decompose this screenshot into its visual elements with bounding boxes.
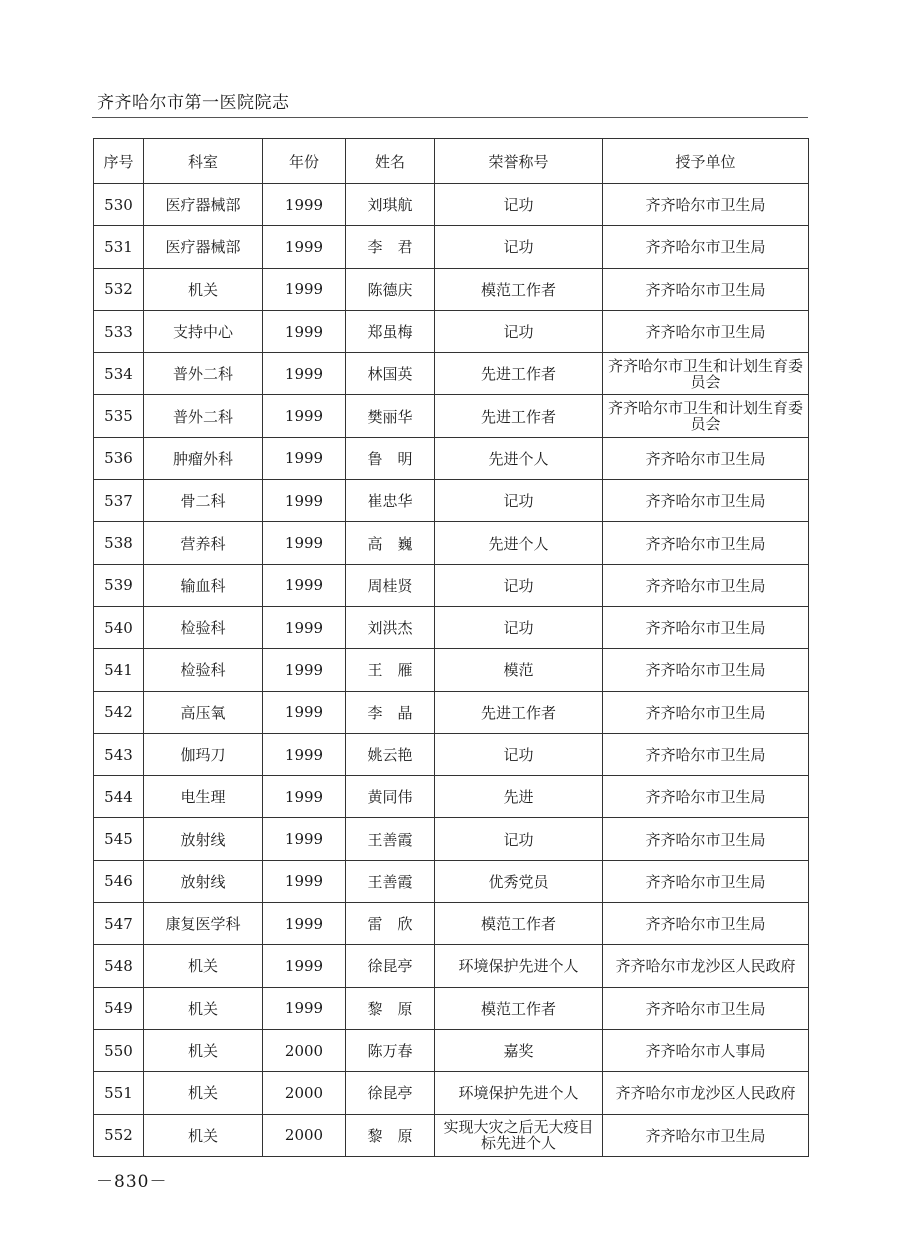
cell-year: 1999 — [263, 606, 346, 648]
cell-department: 检验科 — [144, 649, 263, 691]
cell-awarding-unit: 齐齐哈尔市卫生和计划生育委员会 — [603, 353, 809, 395]
cell-index: 544 — [94, 776, 144, 818]
cell-department: 支持中心 — [144, 310, 263, 352]
cell-honor-title: 记功 — [435, 310, 603, 352]
table-row — [94, 226, 809, 268]
cell-name: 李 君 — [346, 226, 435, 268]
cell-awarding-unit: 齐齐哈尔市卫生局 — [603, 480, 809, 522]
cell-year: 1999 — [263, 395, 346, 437]
cell-index: 536 — [94, 437, 144, 479]
cell-department: 机关 — [144, 1072, 263, 1114]
table-row — [94, 522, 809, 564]
cell-name: 李 晶 — [346, 691, 435, 733]
cell-name: 陈万春 — [346, 1029, 435, 1071]
table-row — [94, 606, 809, 648]
table-row — [94, 184, 809, 226]
column-header-department: 科室 — [144, 139, 263, 184]
cell-department: 医疗器械部 — [144, 184, 263, 226]
table-row — [94, 987, 809, 1029]
cell-department: 高压氧 — [144, 691, 263, 733]
table-row — [94, 1072, 809, 1114]
cell-awarding-unit: 齐齐哈尔市卫生和计划生育委员会 — [603, 395, 809, 437]
cell-name: 黎 原 — [346, 1114, 435, 1156]
cell-awarding-unit: 齐齐哈尔市卫生局 — [603, 903, 809, 945]
cell-awarding-unit: 齐齐哈尔市卫生局 — [603, 860, 809, 902]
cell-honor-title: 嘉奖 — [435, 1029, 603, 1071]
cell-year: 1999 — [263, 226, 346, 268]
cell-index: 531 — [94, 226, 144, 268]
table-row — [94, 1029, 809, 1071]
page-number: －830－ — [96, 1172, 168, 1192]
cell-year: 1999 — [263, 776, 346, 818]
cell-honor-title: 优秀党员 — [435, 860, 603, 902]
cell-awarding-unit: 齐齐哈尔市卫生局 — [603, 437, 809, 479]
cell-name: 雷 欣 — [346, 903, 435, 945]
cell-awarding-unit: 齐齐哈尔市卫生局 — [603, 268, 809, 310]
cell-index: 535 — [94, 395, 144, 437]
cell-name: 周桂贤 — [346, 564, 435, 606]
cell-honor-title: 记功 — [435, 606, 603, 648]
cell-index: 530 — [94, 184, 144, 226]
table-row — [94, 945, 809, 987]
cell-name: 林国英 — [346, 353, 435, 395]
cell-year: 1999 — [263, 649, 346, 691]
table-row — [94, 480, 809, 522]
cell-name: 陈德庆 — [346, 268, 435, 310]
cell-department: 电生理 — [144, 776, 263, 818]
cell-department: 骨二科 — [144, 480, 263, 522]
table-body — [94, 184, 809, 1157]
cell-honor-title: 记功 — [435, 226, 603, 268]
cell-honor-title: 记功 — [435, 564, 603, 606]
cell-index: 532 — [94, 268, 144, 310]
cell-department: 普外二科 — [144, 353, 263, 395]
cell-department: 康复医学科 — [144, 903, 263, 945]
cell-year: 2000 — [263, 1114, 346, 1156]
cell-honor-title: 记功 — [435, 733, 603, 775]
honors-table — [93, 138, 809, 1157]
cell-honor-title: 环境保护先进个人 — [435, 1072, 603, 1114]
cell-name: 高 巍 — [346, 522, 435, 564]
cell-year: 1999 — [263, 437, 346, 479]
cell-honor-title: 记功 — [435, 818, 603, 860]
cell-index: 542 — [94, 691, 144, 733]
table-row — [94, 903, 809, 945]
header-title: 齐齐哈尔市第一医院院志 — [97, 93, 290, 113]
cell-awarding-unit: 齐齐哈尔市卫生局 — [603, 776, 809, 818]
table-row — [94, 818, 809, 860]
cell-index: 552 — [94, 1114, 144, 1156]
cell-index: 539 — [94, 564, 144, 606]
cell-honor-title: 模范工作者 — [435, 987, 603, 1029]
cell-index: 546 — [94, 860, 144, 902]
cell-index: 547 — [94, 903, 144, 945]
table-header-row — [94, 139, 809, 184]
cell-department: 放射线 — [144, 860, 263, 902]
table-row — [94, 564, 809, 606]
cell-name: 樊丽华 — [346, 395, 435, 437]
cell-awarding-unit: 齐齐哈尔市卫生局 — [603, 606, 809, 648]
column-header-honor-title: 荣誉称号 — [435, 139, 603, 184]
cell-year: 2000 — [263, 1072, 346, 1114]
cell-name: 崔忠华 — [346, 480, 435, 522]
cell-name: 郑虽梅 — [346, 310, 435, 352]
cell-department: 机关 — [144, 1029, 263, 1071]
cell-index: 533 — [94, 310, 144, 352]
cell-awarding-unit: 齐齐哈尔市卫生局 — [603, 818, 809, 860]
cell-year: 1999 — [263, 522, 346, 564]
cell-year: 1999 — [263, 733, 346, 775]
column-header-index: 序号 — [94, 139, 144, 184]
table-row — [94, 310, 809, 352]
cell-honor-title: 先进 — [435, 776, 603, 818]
table-row — [94, 691, 809, 733]
cell-awarding-unit: 齐齐哈尔市卫生局 — [603, 733, 809, 775]
table-row — [94, 649, 809, 691]
cell-name: 徐昆亭 — [346, 1072, 435, 1114]
cell-index: 548 — [94, 945, 144, 987]
cell-honor-title: 记功 — [435, 184, 603, 226]
cell-awarding-unit: 齐齐哈尔市卫生局 — [603, 649, 809, 691]
cell-awarding-unit: 齐齐哈尔市卫生局 — [603, 184, 809, 226]
cell-honor-title: 模范工作者 — [435, 268, 603, 310]
cell-year: 1999 — [263, 987, 346, 1029]
cell-awarding-unit: 齐齐哈尔市卫生局 — [603, 987, 809, 1029]
cell-index: 534 — [94, 353, 144, 395]
cell-index: 543 — [94, 733, 144, 775]
table-row — [94, 1114, 809, 1156]
cell-honor-title: 先进个人 — [435, 522, 603, 564]
cell-index: 551 — [94, 1072, 144, 1114]
cell-honor-title: 环境保护先进个人 — [435, 945, 603, 987]
cell-name: 王善霞 — [346, 818, 435, 860]
cell-awarding-unit: 齐齐哈尔市卫生局 — [603, 1114, 809, 1156]
cell-department: 机关 — [144, 1114, 263, 1156]
cell-awarding-unit: 齐齐哈尔市人事局 — [603, 1029, 809, 1071]
cell-year: 1999 — [263, 945, 346, 987]
cell-department: 检验科 — [144, 606, 263, 648]
cell-honor-title: 记功 — [435, 480, 603, 522]
cell-awarding-unit: 齐齐哈尔市卫生局 — [603, 564, 809, 606]
cell-year: 1999 — [263, 860, 346, 902]
cell-honor-title: 先进个人 — [435, 437, 603, 479]
cell-index: 538 — [94, 522, 144, 564]
cell-department: 伽玛刀 — [144, 733, 263, 775]
cell-year: 1999 — [263, 691, 346, 733]
cell-department: 放射线 — [144, 818, 263, 860]
table-row — [94, 860, 809, 902]
table-row — [94, 776, 809, 818]
table-row — [94, 268, 809, 310]
cell-awarding-unit: 齐齐哈尔市卫生局 — [603, 310, 809, 352]
cell-name: 姚云艳 — [346, 733, 435, 775]
cell-name: 黄同伟 — [346, 776, 435, 818]
cell-awarding-unit: 齐齐哈尔市龙沙区人民政府 — [603, 945, 809, 987]
cell-index: 545 — [94, 818, 144, 860]
cell-honor-title: 模范工作者 — [435, 903, 603, 945]
cell-index: 540 — [94, 606, 144, 648]
cell-honor-title: 实现大灾之后无大疫目标先进个人 — [435, 1114, 603, 1156]
cell-department: 输血科 — [144, 564, 263, 606]
cell-year: 1999 — [263, 184, 346, 226]
cell-year: 1999 — [263, 268, 346, 310]
cell-honor-title: 先进工作者 — [435, 691, 603, 733]
cell-department: 医疗器械部 — [144, 226, 263, 268]
cell-department: 肿瘤外科 — [144, 437, 263, 479]
cell-index: 537 — [94, 480, 144, 522]
cell-name: 鲁 明 — [346, 437, 435, 479]
cell-year: 1999 — [263, 310, 346, 352]
cell-department: 营养科 — [144, 522, 263, 564]
cell-name: 刘琪航 — [346, 184, 435, 226]
cell-department: 机关 — [144, 268, 263, 310]
cell-index: 549 — [94, 987, 144, 1029]
cell-index: 541 — [94, 649, 144, 691]
cell-department: 普外二科 — [144, 395, 263, 437]
table-row — [94, 437, 809, 479]
cell-name: 王 雁 — [346, 649, 435, 691]
cell-department: 机关 — [144, 945, 263, 987]
cell-honor-title: 模范 — [435, 649, 603, 691]
table-row — [94, 733, 809, 775]
table-row — [94, 353, 809, 395]
cell-year: 1999 — [263, 353, 346, 395]
cell-name: 刘洪杰 — [346, 606, 435, 648]
header-rule — [92, 117, 808, 118]
column-header-awarding-unit: 授予单位 — [603, 139, 809, 184]
cell-year: 1999 — [263, 903, 346, 945]
cell-year: 2000 — [263, 1029, 346, 1071]
cell-honor-title: 先进工作者 — [435, 353, 603, 395]
cell-honor-title: 先进工作者 — [435, 395, 603, 437]
column-header-name: 姓名 — [346, 139, 435, 184]
cell-awarding-unit: 齐齐哈尔市卫生局 — [603, 522, 809, 564]
cell-year: 1999 — [263, 818, 346, 860]
table-row — [94, 395, 809, 437]
cell-awarding-unit: 齐齐哈尔市卫生局 — [603, 226, 809, 268]
cell-name: 王善霞 — [346, 860, 435, 902]
column-header-year: 年份 — [263, 139, 346, 184]
cell-awarding-unit: 齐齐哈尔市卫生局 — [603, 691, 809, 733]
cell-name: 徐昆亭 — [346, 945, 435, 987]
cell-name: 黎 原 — [346, 987, 435, 1029]
cell-index: 550 — [94, 1029, 144, 1071]
cell-year: 1999 — [263, 480, 346, 522]
cell-department: 机关 — [144, 987, 263, 1029]
cell-awarding-unit: 齐齐哈尔市龙沙区人民政府 — [603, 1072, 809, 1114]
cell-year: 1999 — [263, 564, 346, 606]
